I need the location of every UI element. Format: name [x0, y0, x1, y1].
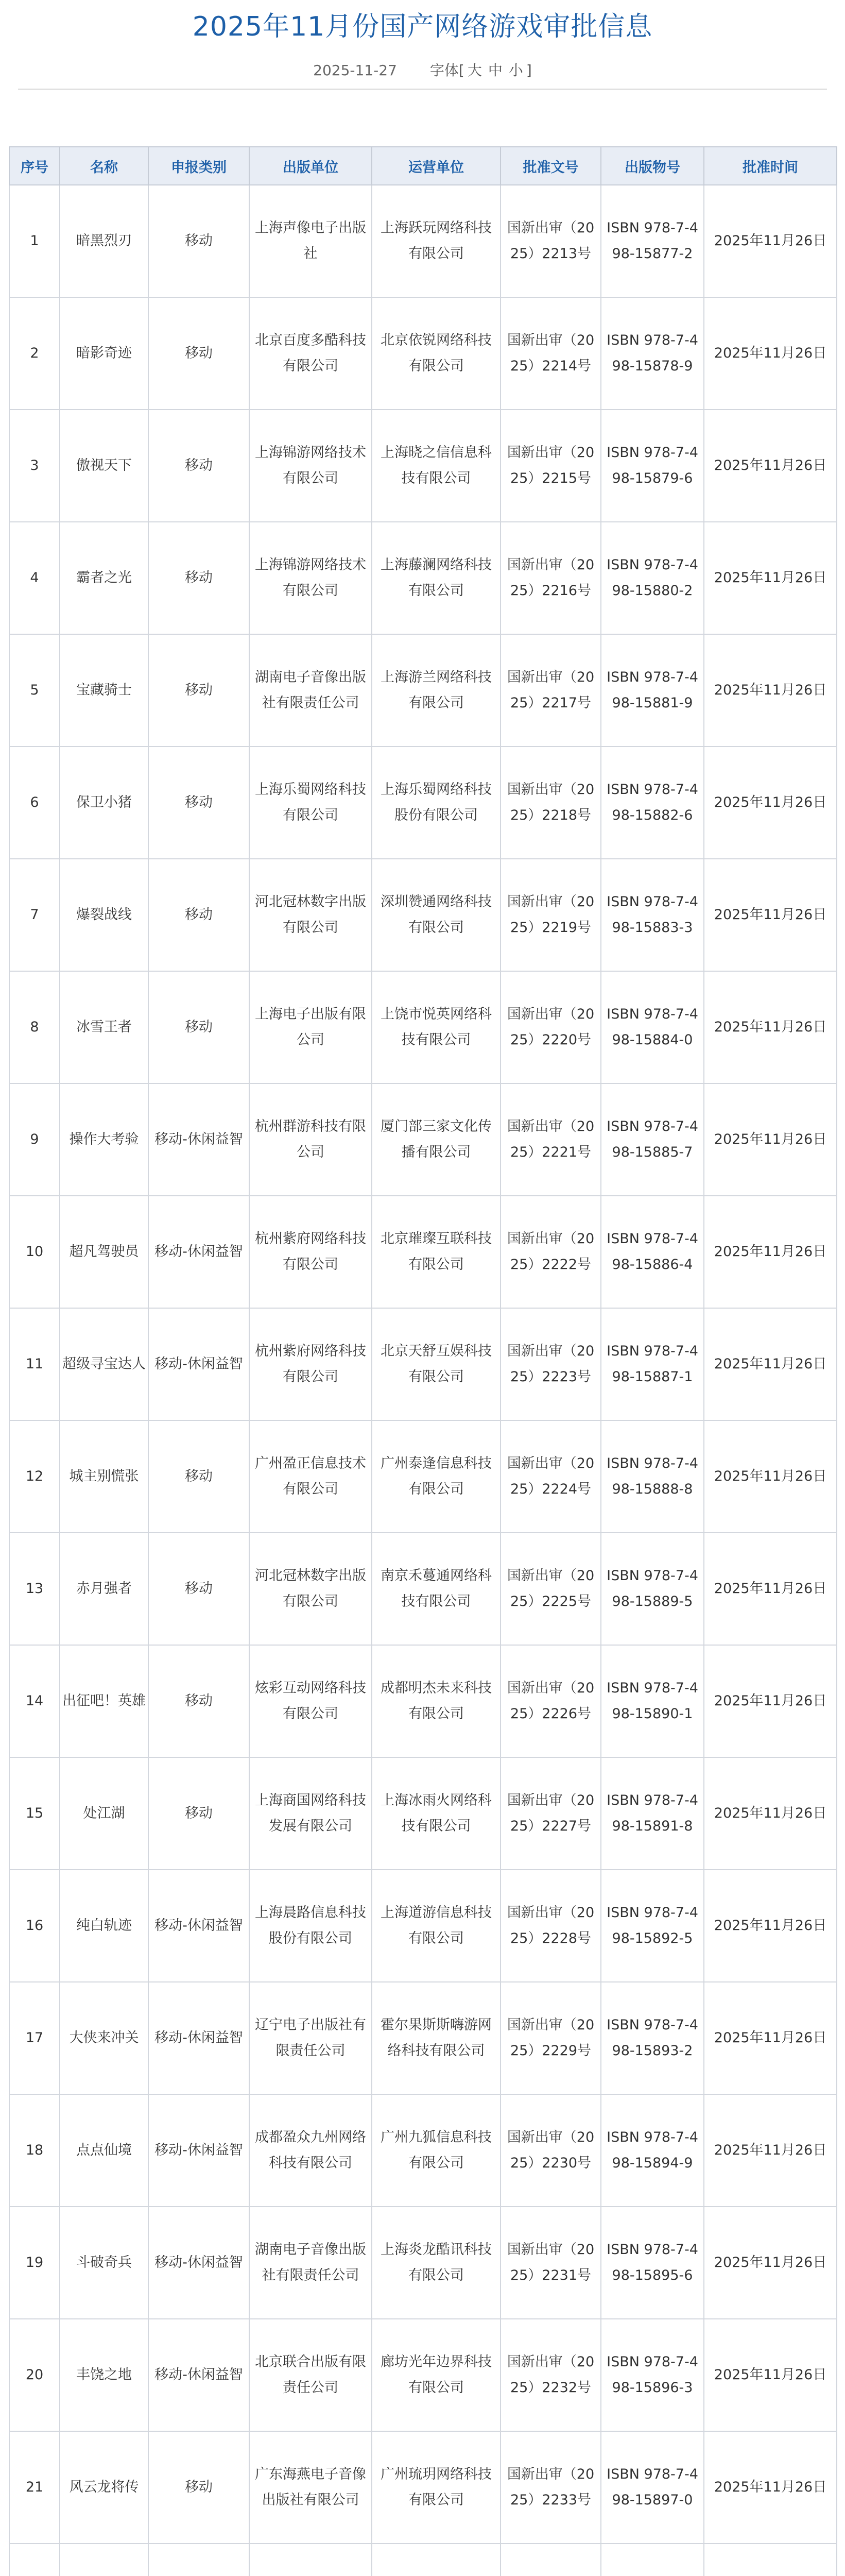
cell-isbn: ISBN 978-7-498-15881-9: [601, 634, 704, 747]
cell-operator: 北京天舒互娱科技有限公司: [372, 1308, 501, 1420]
cell-category: 移动-休闲益智: [148, 1870, 249, 1982]
cell-publisher: 上海声像电子出版社: [249, 185, 372, 297]
cell-name: 保卫小猪: [60, 747, 148, 859]
cell-category: 移动: [148, 1533, 249, 1645]
table-row: [9, 1870, 837, 1982]
cell-category: 移动-休闲益智: [148, 1308, 249, 1420]
cell-category: 移动: [148, 522, 249, 634]
cell-publisher: 河北冠林数字出版有限公司: [249, 859, 372, 971]
table-row: [9, 634, 837, 747]
cell-category: 移动: [148, 297, 249, 410]
cell-name: 丰饶之地: [60, 2319, 148, 2431]
cell-publisher: 杭州紫府网络科技有限公司: [249, 1308, 372, 1420]
cell-category: 移动-休闲益智: [148, 1196, 249, 1308]
cell-approval-no: 国新出审（2025）2216号: [501, 522, 601, 634]
cell-name: 赤月强者: [60, 1533, 148, 1645]
cell-approval-no: 国新出审（2025）2227号: [501, 1757, 601, 1870]
cell-no: 14: [9, 1645, 60, 1757]
table-row: [9, 1083, 837, 1196]
cell-operator: 霍尔果斯斯嗨游网络科技有限公司: [372, 1982, 501, 2094]
header-date: 批准时间: [704, 147, 837, 185]
font-size-label: 字体: [429, 62, 459, 79]
cell-approval-no: 国新出审（2025）2213号: [501, 185, 601, 297]
header-name: 名称: [60, 147, 148, 185]
cell-isbn: ISBN 978-7-498-15895-6: [601, 2207, 704, 2319]
table-row: [9, 297, 837, 410]
cell-publisher: 河北冠林数字出版有限公司: [249, 1533, 372, 1645]
cell-publisher: 辽宁电子出版社有限责任公司: [249, 1982, 372, 2094]
font-size-large-link[interactable]: 大: [467, 62, 482, 79]
page-title: 2025年11月份国产网络游戏审批信息: [192, 11, 653, 42]
cell-category: 移动-休闲益智: [148, 2094, 249, 2207]
cell-isbn: ISBN 978-7-498-15885-7: [601, 1083, 704, 1196]
cell-isbn: [601, 2544, 704, 2576]
cell-isbn: ISBN 978-7-498-15883-3: [601, 859, 704, 971]
cell-approval-no: 国新出审（2025）2226号: [501, 1645, 601, 1757]
cell-publisher: 上海电子出版有限公司: [249, 971, 372, 1083]
table-row: [9, 1757, 837, 1870]
cell-isbn: ISBN 978-7-498-15884-0: [601, 971, 704, 1083]
cell-publisher: 北京百度多酷科技有限公司: [249, 297, 372, 410]
table-row: [9, 2094, 837, 2207]
cell-publisher: 上海晨路信息科技股份有限公司: [249, 1870, 372, 1982]
table-body: [9, 185, 837, 2576]
cell-isbn: ISBN 978-7-498-15878-9: [601, 297, 704, 410]
cell-date: 2025年11月26日: [704, 859, 837, 971]
cell-name: 纯白轨迹: [60, 1870, 148, 1982]
cell-operator: 厦门部三家文化传播有限公司: [372, 1083, 501, 1196]
table-row: [9, 2207, 837, 2319]
cell-approval-no: [501, 2544, 601, 2576]
cell-approval-no: 国新出审（2025）2233号: [501, 2431, 601, 2544]
cell-no: 1: [9, 185, 60, 297]
cell-operator: 广州泰逢信息科技有限公司: [372, 1420, 501, 1533]
cell-isbn: ISBN 978-7-498-15892-5: [601, 1870, 704, 1982]
cell-no: 19: [9, 2207, 60, 2319]
cell-name: 风云龙将传: [60, 2431, 148, 2544]
cell-date: [704, 2544, 837, 2576]
cell-operator: 上海晓之信信息科技有限公司: [372, 410, 501, 522]
cell-name: [60, 2544, 148, 2576]
cell-date: 2025年11月26日: [704, 1420, 837, 1533]
table-row: [9, 1196, 837, 1308]
cell-date: 2025年11月26日: [704, 2431, 837, 2544]
cell-no: 4: [9, 522, 60, 634]
cell-isbn: ISBN 978-7-498-15879-6: [601, 410, 704, 522]
cell-publisher: 上海商国网络科技发展有限公司: [249, 1757, 372, 1870]
cell-publisher: 上海乐蜀网络科技有限公司: [249, 747, 372, 859]
cell-isbn: ISBN 978-7-498-15888-8: [601, 1420, 704, 1533]
cell-name: 处江湖: [60, 1757, 148, 1870]
cell-approval-no: 国新出审（2025）2217号: [501, 634, 601, 747]
table-row: [9, 410, 837, 522]
table-row: [9, 1420, 837, 1533]
cell-operator: 上海炎龙酷讯科技有限公司: [372, 2207, 501, 2319]
cell-name: 霸者之光: [60, 522, 148, 634]
cell-category: 移动: [148, 410, 249, 522]
cell-approval-no: 国新出审（2025）2225号: [501, 1533, 601, 1645]
table-row: [9, 185, 837, 297]
cell-category: 移动: [148, 634, 249, 747]
font-size-small-link[interactable]: 小: [508, 62, 523, 79]
cell-date: 2025年11月26日: [704, 1757, 837, 1870]
table-row: [9, 1982, 837, 2094]
cell-operator: 上海冰雨火网络科技有限公司: [372, 1757, 501, 1870]
article-meta: [18, 52, 827, 90]
cell-operator: 北京璀璨互联科技有限公司: [372, 1196, 501, 1308]
cell-no: 13: [9, 1533, 60, 1645]
cell-category: [148, 2544, 249, 2576]
cell-publisher: 杭州紫府网络科技有限公司: [249, 1196, 372, 1308]
cell-publisher: 炫彩互动网络科技有限公司: [249, 1645, 372, 1757]
cell-publisher: 广州盈正信息技术有限公司: [249, 1420, 372, 1533]
cell-approval-no: 国新出审（2025）2219号: [501, 859, 601, 971]
cell-approval-no: 国新出审（2025）2223号: [501, 1308, 601, 1420]
cell-no: 10: [9, 1196, 60, 1308]
cell-category: 移动: [148, 2431, 249, 2544]
cell-isbn: ISBN 978-7-498-15897-0: [601, 2431, 704, 2544]
cell-isbn: ISBN 978-7-498-15890-1: [601, 1645, 704, 1757]
cell-isbn: ISBN 978-7-498-15894-9: [601, 2094, 704, 2207]
cell-publisher: 上海锦游网络技术有限公司: [249, 522, 372, 634]
cell-no: 5: [9, 634, 60, 747]
cell-publisher: 湖南电子音像出版社有限责任公司: [249, 634, 372, 747]
cell-category: 移动: [148, 1645, 249, 1757]
header-isbn: 出版物号: [601, 147, 704, 185]
table-row: [9, 2544, 837, 2576]
header-no: 序号: [9, 147, 60, 185]
cell-category: 移动: [148, 971, 249, 1083]
cell-operator: [372, 2544, 501, 2576]
cell-name: 超凡驾驶员: [60, 1196, 148, 1308]
cell-operator: 北京依锐网络科技有限公司: [372, 297, 501, 410]
table-row: [9, 2431, 837, 2544]
cell-name: 傲视天下: [60, 410, 148, 522]
approval-table: [9, 146, 837, 2576]
header-approval-no: 批准文号: [501, 147, 601, 185]
cell-date: 2025年11月26日: [704, 1645, 837, 1757]
cell-name: 操作大考验: [60, 1083, 148, 1196]
cell-no: 15: [9, 1757, 60, 1870]
cell-no: 2: [9, 297, 60, 410]
cell-operator: 成都明杰未来科技有限公司: [372, 1645, 501, 1757]
cell-no: 8: [9, 971, 60, 1083]
cell-name: 冰雪王者: [60, 971, 148, 1083]
cell-isbn: ISBN 978-7-498-15891-8: [601, 1757, 704, 1870]
cell-operator: 上海藤澜网络科技有限公司: [372, 522, 501, 634]
cell-approval-no: 国新出审（2025）2229号: [501, 1982, 601, 2094]
cell-date: 2025年11月26日: [704, 1196, 837, 1308]
cell-category: 移动-休闲益智: [148, 1982, 249, 2094]
cell-no: 16: [9, 1870, 60, 1982]
cell-approval-no: 国新出审（2025）2228号: [501, 1870, 601, 1982]
cell-name: 宝藏骑士: [60, 634, 148, 747]
cell-date: 2025年11月26日: [704, 1083, 837, 1196]
table-header-row: [9, 147, 837, 185]
cell-operator: 上海道游信息科技有限公司: [372, 1870, 501, 1982]
cell-date: 2025年11月26日: [704, 1982, 837, 2094]
cell-date: 2025年11月26日: [704, 185, 837, 297]
cell-category: 移动-休闲益智: [148, 2319, 249, 2431]
cell-publisher: 湖南电子音像出版社有限责任公司: [249, 2207, 372, 2319]
table-row: [9, 1645, 837, 1757]
cell-isbn: ISBN 978-7-498-15889-5: [601, 1533, 704, 1645]
cell-name: 点点仙境: [60, 2094, 148, 2207]
cell-approval-no: 国新出审（2025）2224号: [501, 1420, 601, 1533]
cell-approval-no: 国新出审（2025）2232号: [501, 2319, 601, 2431]
cell-publisher: 杭州群游科技有限公司: [249, 1083, 372, 1196]
cell-operator: 南京禾蔓通网络科技有限公司: [372, 1533, 501, 1645]
cell-no: 20: [9, 2319, 60, 2431]
cell-no: 21: [9, 2431, 60, 2544]
cell-operator: 上饶市悦英网络科技有限公司: [372, 971, 501, 1083]
cell-isbn: ISBN 978-7-498-15880-2: [601, 522, 704, 634]
cell-name: 城主别慌张: [60, 1420, 148, 1533]
cell-operator: 广州九狐信息科技有限公司: [372, 2094, 501, 2207]
font-size-switch: [430, 62, 532, 79]
cell-date: 2025年11月26日: [704, 2094, 837, 2207]
cell-publisher: 成都盈众九州网络科技有限公司: [249, 2094, 372, 2207]
cell-no: [9, 2544, 60, 2576]
cell-isbn: ISBN 978-7-498-15887-1: [601, 1308, 704, 1420]
cell-approval-no: 国新出审（2025）2222号: [501, 1196, 601, 1308]
cell-name: 出征吧！英雄: [60, 1645, 148, 1757]
cell-no: 12: [9, 1420, 60, 1533]
cell-no: 7: [9, 859, 60, 971]
cell-category: 移动-休闲益智: [148, 2207, 249, 2319]
table-row: [9, 2319, 837, 2431]
cell-approval-no: 国新出审（2025）2220号: [501, 971, 601, 1083]
cell-approval-no: 国新出审（2025）2215号: [501, 410, 601, 522]
cell-date: 2025年11月26日: [704, 747, 837, 859]
table-row: [9, 747, 837, 859]
cell-no: 18: [9, 2094, 60, 2207]
cell-date: 2025年11月26日: [704, 410, 837, 522]
cell-operator: 上海乐蜀网络科技股份有限公司: [372, 747, 501, 859]
cell-category: 移动: [148, 185, 249, 297]
cell-date: 2025年11月26日: [704, 971, 837, 1083]
cell-date: 2025年11月26日: [704, 634, 837, 747]
header-publisher: 出版单位: [249, 147, 372, 185]
cell-approval-no: 国新出审（2025）2218号: [501, 747, 601, 859]
cell-date: 2025年11月26日: [704, 1533, 837, 1645]
cell-category: 移动: [148, 747, 249, 859]
cell-isbn: ISBN 978-7-498-15893-2: [601, 1982, 704, 2094]
cell-operator: 上海跃玩网络科技有限公司: [372, 185, 501, 297]
table-row: [9, 522, 837, 634]
cell-date: 2025年11月26日: [704, 1308, 837, 1420]
cell-isbn: ISBN 978-7-498-15882-6: [601, 747, 704, 859]
cell-name: 大侠来冲关: [60, 1982, 148, 2094]
cell-name: 超级寻宝达人: [60, 1308, 148, 1420]
cell-approval-no: 国新出审（2025）2221号: [501, 1083, 601, 1196]
cell-isbn: ISBN 978-7-498-15886-4: [601, 1196, 704, 1308]
cell-publisher: [249, 2544, 372, 2576]
cell-date: 2025年11月26日: [704, 297, 837, 410]
table-row: [9, 971, 837, 1083]
cell-isbn: ISBN 978-7-498-15896-3: [601, 2319, 704, 2431]
cell-operator: 上海游兰网络科技有限公司: [372, 634, 501, 747]
table-row: [9, 1533, 837, 1645]
cell-no: 6: [9, 747, 60, 859]
bracket-open: [: [458, 62, 464, 79]
cell-name: 暗影奇迹: [60, 297, 148, 410]
cell-operator: 广州琉玥网络科技有限公司: [372, 2431, 501, 2544]
cell-operator: 深圳赞通网络科技有限公司: [372, 859, 501, 971]
font-size-medium-link[interactable]: 中: [488, 62, 503, 79]
publish-date: 2025-11-27: [313, 62, 397, 79]
cell-publisher: 北京联合出版有限责任公司: [249, 2319, 372, 2431]
cell-category: 移动: [148, 859, 249, 971]
cell-publisher: 上海锦游网络技术有限公司: [249, 410, 372, 522]
header-category: 申报类别: [148, 147, 249, 185]
cell-date: 2025年11月26日: [704, 2319, 837, 2431]
cell-date: 2025年11月26日: [704, 1870, 837, 1982]
cell-name: 暗黑烈刃: [60, 185, 148, 297]
cell-approval-no: 国新出审（2025）2231号: [501, 2207, 601, 2319]
cell-name: 斗破奇兵: [60, 2207, 148, 2319]
cell-date: 2025年11月26日: [704, 522, 837, 634]
cell-operator: 廊坊光年边界科技有限公司: [372, 2319, 501, 2431]
cell-publisher: 广东海燕电子音像出版社有限公司: [249, 2431, 372, 2544]
cell-date: 2025年11月26日: [704, 2207, 837, 2319]
cell-no: 17: [9, 1982, 60, 2094]
cell-approval-no: 国新出审（2025）2214号: [501, 297, 601, 410]
cell-name: 爆裂战线: [60, 859, 148, 971]
cell-category: 移动-休闲益智: [148, 1083, 249, 1196]
table-row: [9, 859, 837, 971]
cell-category: 移动: [148, 1757, 249, 1870]
cell-isbn: ISBN 978-7-498-15877-2: [601, 185, 704, 297]
cell-category: 移动: [148, 1420, 249, 1533]
bracket-close: ]: [526, 62, 532, 79]
cell-no: 3: [9, 410, 60, 522]
header-operator: 运营单位: [372, 147, 501, 185]
table-row: [9, 1308, 837, 1420]
cell-no: 9: [9, 1083, 60, 1196]
cell-no: 11: [9, 1308, 60, 1420]
cell-approval-no: 国新出审（2025）2230号: [501, 2094, 601, 2207]
